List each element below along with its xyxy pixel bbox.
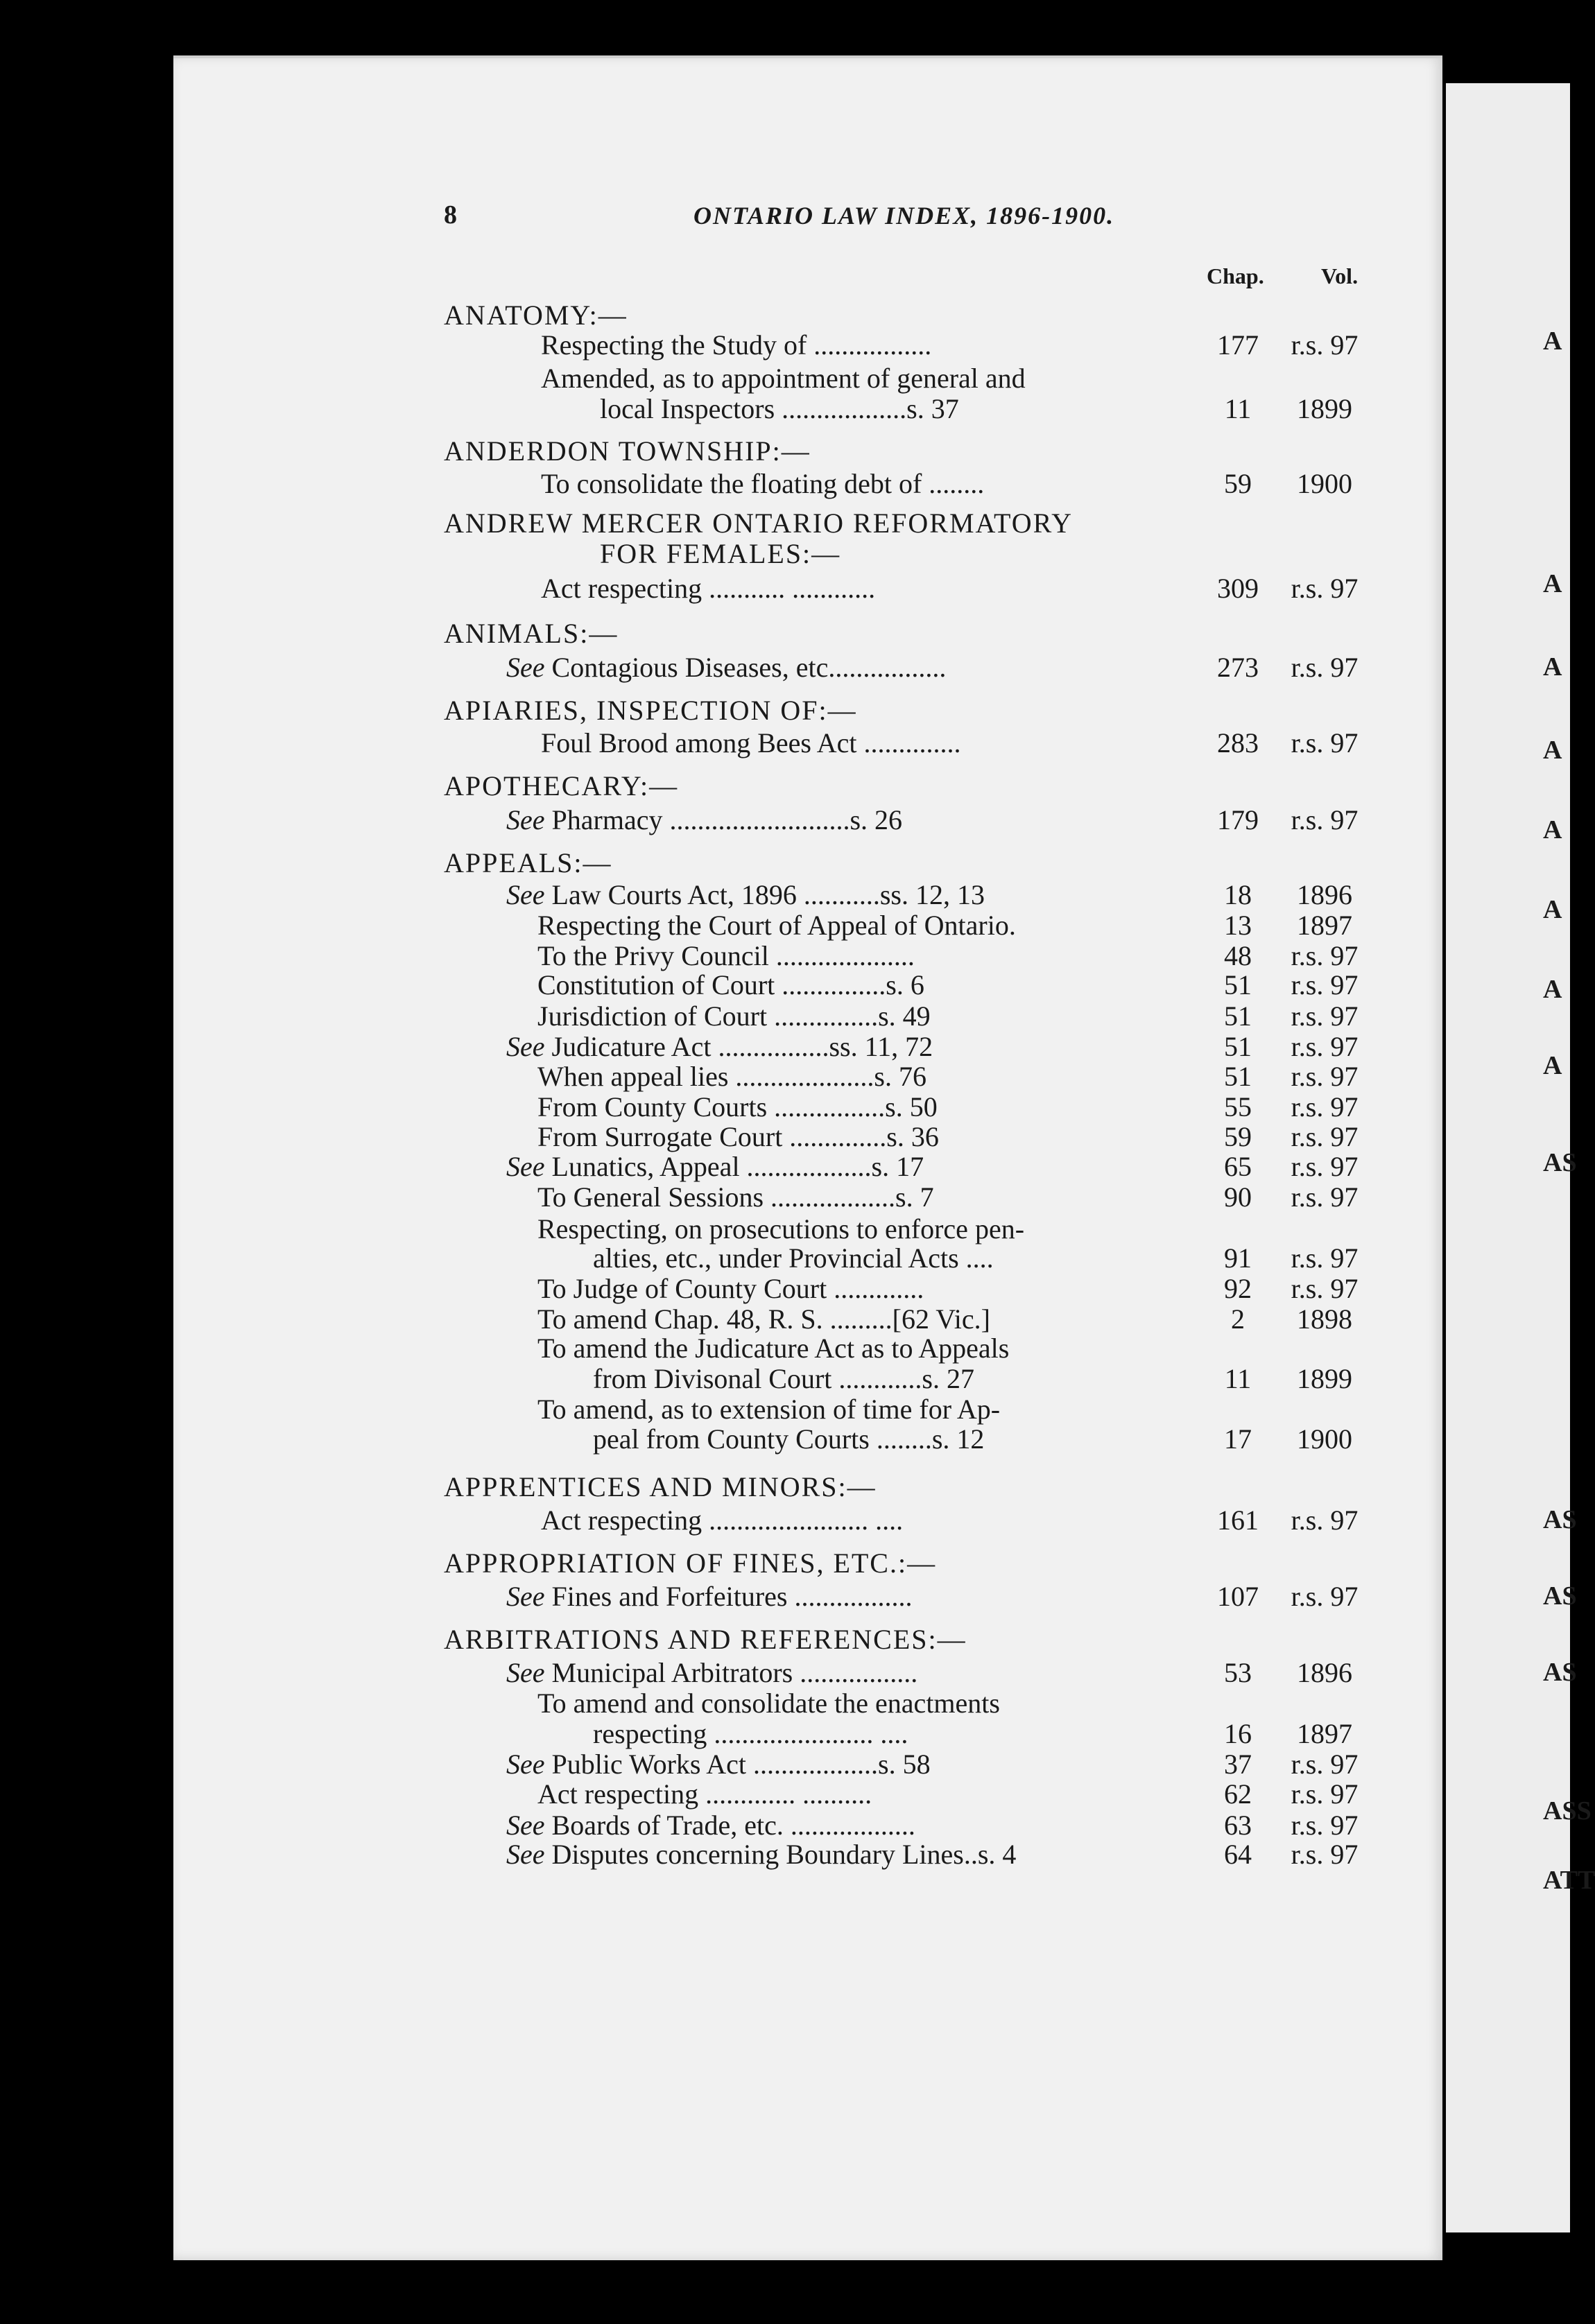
entry-text: To amend and consolidate the enactments — [537, 1688, 1000, 1719]
index-entry — [0, 363, 1570, 394]
index-entry — [0, 329, 1570, 361]
next-page-letter: AS — [1543, 1581, 1577, 1611]
entry-text: alties, etc., under Provincial Acts .... — [593, 1242, 994, 1274]
index-entry — [0, 1031, 1570, 1063]
chapter-number: 51 — [1224, 969, 1252, 1000]
volume: r.s. 97 — [1291, 727, 1359, 758]
volume: r.s. 97 — [1291, 652, 1359, 683]
index-entry — [0, 969, 1570, 1001]
index-entry — [0, 727, 1570, 759]
chapter-number: 65 — [1224, 1151, 1252, 1182]
volume: 1897 — [1297, 1718, 1352, 1749]
index-entry — [0, 1778, 1570, 1810]
index-heading — [0, 1624, 1570, 1656]
next-page-letter: AS — [1543, 1148, 1577, 1177]
running-title: ONTARIO LAW INDEX, 1896-1900. — [693, 202, 1115, 229]
index-entry — [0, 1504, 1570, 1536]
next-page-letter: A — [1543, 1051, 1562, 1080]
entry-text: Respecting the Study of ................. — [541, 329, 932, 361]
entry-text: Foul Brood among Bees Act .............. — [541, 727, 961, 758]
chapter-number: 48 — [1224, 940, 1252, 971]
volume: r.s. 97 — [1291, 804, 1359, 835]
index-entry — [0, 1213, 1570, 1245]
index-heading — [0, 435, 1570, 467]
chapter-number: 51 — [1224, 1000, 1252, 1032]
index-entry — [0, 1151, 1570, 1183]
index-heading — [0, 847, 1570, 879]
column-header-chap: Chap. — [1207, 263, 1264, 288]
index-entry — [0, 468, 1570, 500]
index-entry — [0, 1363, 1570, 1395]
chapter-number: 11 — [1224, 1363, 1252, 1394]
index-entry — [0, 1749, 1570, 1780]
next-page-letter: ATT — [1543, 1866, 1595, 1895]
entry-text: APPRENTICES AND MINORS:— — [444, 1471, 877, 1502]
see-reference: See — [506, 1839, 552, 1870]
chapter-number: 11 — [1224, 393, 1252, 424]
next-page-letter: A — [1543, 652, 1562, 682]
next-page-letter: A — [1543, 327, 1562, 356]
index-entry — [0, 1181, 1570, 1213]
volume: r.s. 97 — [1291, 1810, 1359, 1841]
entry-text: respecting ....................... .... — [593, 1718, 908, 1749]
entry-text: peal from County Courts ........s. 12 — [593, 1423, 985, 1455]
entry-text: See Lunatics, Appeal ..................s. 17 — [506, 1151, 924, 1182]
index-entry — [0, 1810, 1570, 1841]
entry-text: From Surrogate Court ..............s. 36 — [537, 1121, 939, 1152]
volume: r.s. 97 — [1291, 940, 1359, 971]
volume: r.s. 97 — [1291, 1181, 1359, 1213]
chapter-number: 51 — [1224, 1061, 1252, 1092]
chapter-number: 17 — [1224, 1423, 1252, 1455]
entry-text: from Divisonal Court ............s. 27 — [593, 1363, 974, 1394]
entry-text: ANATOMY:— — [444, 300, 628, 331]
volume: r.s. 97 — [1291, 1242, 1359, 1274]
entry-text: ANDREW MERCER ONTARIO REFORMATORY — [444, 508, 1073, 539]
see-reference: See — [506, 1810, 552, 1841]
index-heading — [0, 770, 1570, 802]
entry-text: See Municipal Arbitrators ................. — [506, 1657, 918, 1688]
chapter-number: 90 — [1224, 1181, 1252, 1213]
index-entry — [0, 1061, 1570, 1093]
see-reference: See — [506, 1151, 552, 1182]
chapter-number: 91 — [1224, 1242, 1252, 1274]
chapter-number: 16 — [1224, 1718, 1252, 1749]
entry-text: APPEALS:— — [444, 847, 612, 878]
volume: r.s. 97 — [1291, 1778, 1359, 1810]
entry-text: See Fines and Forfeitures ................. — [506, 1581, 913, 1612]
see-reference: See — [506, 1749, 552, 1780]
index-entry — [0, 1423, 1570, 1455]
index-entry — [0, 940, 1570, 972]
next-page-letter: A — [1543, 569, 1562, 598]
entry-text: See Public Works Act ..................s. 58 — [506, 1749, 931, 1780]
volume: 1898 — [1297, 1303, 1352, 1335]
next-page-letter: A — [1543, 736, 1562, 765]
entry-text: Act respecting ....................... .... — [541, 1504, 904, 1536]
index-heading — [0, 1471, 1570, 1503]
chapter-number: 13 — [1224, 910, 1252, 941]
entry-text: Act respecting ........... ............ — [541, 573, 876, 604]
volume: 1900 — [1297, 1423, 1352, 1455]
see-reference: See — [506, 804, 552, 835]
entry-text: See Contagious Diseases, etc................. — [506, 652, 947, 683]
entry-text: See Boards of Trade, etc. .................. — [506, 1810, 915, 1841]
volume: r.s. 97 — [1291, 1151, 1359, 1182]
index-entry — [0, 1718, 1570, 1750]
volume: r.s. 97 — [1291, 1749, 1359, 1780]
chapter-number: 64 — [1224, 1839, 1252, 1870]
index-entry — [0, 1242, 1570, 1274]
chapter-number: 51 — [1224, 1031, 1252, 1062]
see-reference: See — [506, 1657, 552, 1688]
entry-text: To consolidate the floating debt of ........ — [541, 468, 985, 499]
chapter-number: 37 — [1224, 1749, 1252, 1780]
entry-text: To General Sessions ..................s. 7 — [537, 1181, 934, 1213]
entry-text: ARBITRATIONS AND REFERENCES:— — [444, 1624, 967, 1655]
index-entry — [0, 1273, 1570, 1305]
entry-text: Constitution of Court ...............s. 6 — [537, 969, 924, 1000]
volume: r.s. 97 — [1291, 1504, 1359, 1536]
index-entry — [0, 1091, 1570, 1123]
entry-text: To amend Chap. 48, R. S. .........[62 Vic.] — [537, 1303, 990, 1335]
entry-text: See Disputes concerning Boundary Lines..s. 4 — [506, 1839, 1017, 1870]
entry-text: APOTHECARY:— — [444, 770, 679, 801]
chapter-number: 179 — [1217, 804, 1259, 835]
entry-text: APPROPRIATION OF FINES, ETC.:— — [444, 1547, 937, 1579]
next-page-letter: A — [1543, 815, 1562, 844]
volume: r.s. 97 — [1291, 969, 1359, 1000]
volume: r.s. 97 — [1291, 1121, 1359, 1152]
index-heading — [0, 618, 1570, 650]
entry-text: APIARIES, INSPECTION OF:— — [444, 695, 857, 726]
index-heading — [0, 1547, 1570, 1579]
volume: r.s. 97 — [1291, 1000, 1359, 1032]
chapter-number: 18 — [1224, 879, 1252, 910]
next-page-letter: A — [1543, 975, 1562, 1004]
chapter-number: 92 — [1224, 1273, 1252, 1304]
chapter-number: 161 — [1217, 1504, 1259, 1536]
next-page-letter: AS — [1543, 1658, 1577, 1687]
index-entry — [0, 1394, 1570, 1425]
entry-text: FOR FEMALES:— — [600, 538, 841, 569]
index-entry — [0, 1839, 1570, 1871]
entry-text: See Judicature Act ................ss. 11, 72 — [506, 1031, 933, 1062]
entry-text: To the Privy Council .................... — [537, 940, 915, 971]
index-heading — [0, 538, 1570, 570]
entry-text: ANIMALS:— — [444, 618, 619, 649]
chapter-number: 55 — [1224, 1091, 1252, 1122]
entry-text: To amend, as to extension of time for Ap- — [537, 1394, 1001, 1425]
volume: r.s. 97 — [1291, 329, 1359, 361]
index-entry — [0, 910, 1570, 942]
index-entry — [0, 573, 1570, 605]
chapter-number: 177 — [1217, 329, 1259, 361]
index-entry — [0, 1303, 1570, 1335]
next-page-letter: ASS — [1543, 1796, 1592, 1826]
index-entry — [0, 393, 1570, 425]
volume: 1896 — [1297, 1657, 1352, 1688]
volume: 1897 — [1297, 910, 1352, 941]
index-entry — [0, 652, 1570, 684]
chapter-number: 62 — [1224, 1778, 1252, 1810]
chapter-number: 63 — [1224, 1810, 1252, 1841]
index-entry — [0, 1333, 1570, 1364]
entry-text: Jurisdiction of Court ...............s. 49 — [537, 1000, 931, 1032]
index-entry — [0, 1121, 1570, 1153]
volume: 1899 — [1297, 393, 1352, 424]
see-reference: See — [506, 652, 552, 683]
index-entry — [0, 1688, 1570, 1719]
volume: r.s. 97 — [1291, 1031, 1359, 1062]
next-page-letter: AS — [1543, 1505, 1577, 1534]
see-reference: See — [506, 879, 552, 910]
entry-text: From County Courts ................s. 50 — [537, 1091, 938, 1122]
chapter-number: 2 — [1231, 1303, 1245, 1335]
page-edge — [173, 55, 1442, 58]
chapter-number: 107 — [1217, 1581, 1259, 1612]
entry-text: See Pharmacy ..........................s. 26 — [506, 804, 903, 835]
volume: r.s. 97 — [1291, 573, 1359, 604]
index-entry — [0, 879, 1570, 911]
chapter-number: 59 — [1224, 468, 1252, 499]
see-reference: See — [506, 1031, 552, 1062]
index-heading — [0, 300, 1570, 331]
entry-text: Amended, as to appointment of general and — [541, 363, 1026, 394]
entry-text: Act respecting ............. .......... — [537, 1778, 872, 1810]
entry-text: To Judge of County Court ............. — [537, 1273, 924, 1304]
chapter-number: 59 — [1224, 1121, 1252, 1152]
entry-text: Respecting, on prosecutions to enforce pen- — [537, 1213, 1025, 1245]
volume: r.s. 97 — [1291, 1091, 1359, 1122]
entry-text: See Law Courts Act, 1896 ...........ss. 12, 13 — [506, 879, 985, 910]
entry-text: To amend the Judicature Act as to Appeals — [537, 1333, 1010, 1364]
entry-text: local Inspectors ..................s. 37 — [600, 393, 959, 424]
index-entry — [0, 1657, 1570, 1689]
volume: r.s. 97 — [1291, 1273, 1359, 1304]
chapter-number: 283 — [1217, 727, 1259, 758]
volume: 1900 — [1297, 468, 1352, 499]
index-heading — [0, 695, 1570, 727]
index-entry — [0, 1000, 1570, 1032]
volume: r.s. 97 — [1291, 1839, 1359, 1870]
see-reference: See — [506, 1581, 552, 1612]
next-page-letter: A — [1543, 895, 1562, 924]
volume: r.s. 97 — [1291, 1581, 1359, 1612]
chapter-number: 273 — [1217, 652, 1259, 683]
entry-text: ANDERDON TOWNSHIP:— — [444, 435, 811, 467]
page-number: 8 — [444, 200, 457, 229]
volume: r.s. 97 — [1291, 1061, 1359, 1092]
index-entry — [0, 1581, 1570, 1613]
entry-text: Respecting the Court of Appeal of Ontario. — [537, 910, 1016, 941]
column-header-vol: Vol. — [1321, 263, 1359, 288]
entry-text: When appeal lies ....................s. 76 — [537, 1061, 926, 1092]
index-heading — [0, 508, 1570, 539]
volume: 1896 — [1297, 879, 1352, 910]
chapter-number: 53 — [1224, 1657, 1252, 1688]
chapter-number: 309 — [1217, 573, 1259, 604]
index-entry — [0, 804, 1570, 836]
volume: 1899 — [1297, 1363, 1352, 1394]
